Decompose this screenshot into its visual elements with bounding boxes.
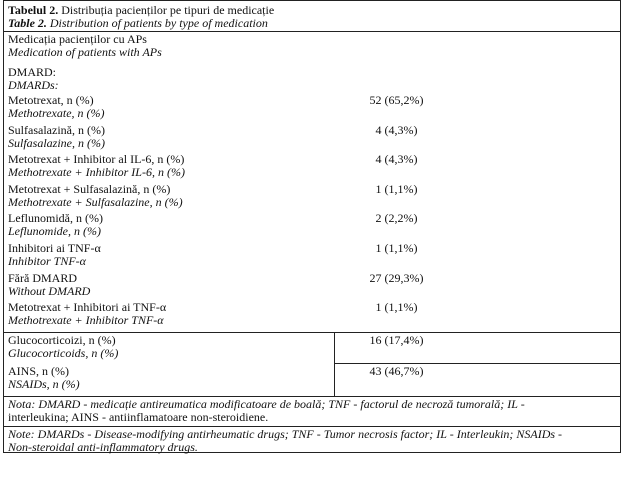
note-ro-line1: Nota: DMARD - medicație antireumatica modificatoare de boală; TNF - factorul de necroză tumorală; IL - — [8, 397, 525, 411]
row-label-ro: Sulfasalazină, n (%) — [8, 122, 105, 137]
row-value: 43 (46,7%) — [369, 364, 424, 378]
row-label-en: Leflunomide, n (%) — [8, 224, 101, 239]
row-label-ro: Leflunomidă, n (%) — [8, 211, 103, 226]
row-label-ro: Metotrexat + Inhibitor al IL-6, n (%) — [8, 152, 185, 167]
row-label-en: Methotrexate + Inhibitor TNF-α — [8, 313, 164, 328]
row-label-ro: Glucocorticoizi, n (%) — [8, 333, 116, 347]
row-label-ro: AINS, n (%) — [8, 364, 69, 378]
caption-en — [8, 17, 268, 30]
row-value: 4 (4,3%) — [375, 122, 418, 137]
row-value: 27 (29,3%) — [369, 270, 424, 285]
row-label-en: Sulfasalazine, n (%) — [8, 135, 105, 150]
row-label-ro: Metotrexat, n (%) — [8, 93, 94, 107]
row-value: 1 (1,1%) — [375, 181, 418, 196]
row-label-ro: Metotrexat + Sulfasalazină, n (%) — [8, 181, 171, 196]
caption-en-text: Distribution of patients by type of medication — [46, 16, 268, 30]
note-en-line1: Note: DMARDs - Disease-modifying antirheumatic drugs; TNF - Tumor necrosis factor; IL - Interleukin; NSAIDs - — [8, 427, 563, 441]
row-label-ro: Fără DMARD — [8, 270, 77, 285]
row-label-en: Without DMARD — [8, 283, 91, 298]
caption-ro-text: Distribuția pacienților pe tipuri de medicație — [58, 3, 275, 17]
row-label-en: Inhibitor TNF-α — [8, 254, 86, 268]
table-document — [3, 0, 621, 453]
note-ro-line2: interleukina; AINS - antiinflamatoare non-steroidiene. — [8, 410, 269, 424]
row-label-en: Methotrexate + Sulfasalazine, n (%) — [8, 194, 183, 209]
caption-ro-label: Tabelul 2. — [8, 3, 59, 17]
row-label-en: NSAIDs, n (%) — [8, 377, 80, 391]
row-label-ro: Inhibitori ai TNF-α — [8, 241, 101, 255]
group-dmard-ro: DMARD: — [8, 65, 57, 79]
row-label-en: Methotrexate + Inhibitor IL-6, n (%) — [8, 165, 185, 180]
row-label-en: Glucocorticoids, n (%) — [8, 346, 119, 360]
row-value: 1 (1,1%) — [375, 300, 418, 315]
row-label-ro: Metotrexat + Inhibitori ai TNF-α — [8, 300, 167, 315]
row-value: 4 (4,3%) — [375, 152, 418, 167]
row-value: 2 (2,2%) — [375, 211, 418, 226]
group-dmard-en: DMARDs: — [8, 78, 59, 92]
row-value: 1 (1,1%) — [375, 241, 418, 255]
note-en-line2: Non-steroidal anti-inflammatory drugs. — [8, 440, 198, 454]
caption-en-label: Table 2. — [8, 16, 47, 30]
table-caption — [4, 3, 620, 31]
row-value: 16 (17,4%) — [369, 333, 424, 347]
row-label-en: Methotrexate, n (%) — [8, 106, 105, 120]
header-ro: Medicația pacienților cu APs — [8, 32, 147, 46]
row-value: 52 (65,2%) — [369, 93, 424, 107]
header-en: Medication of patients with APs — [8, 45, 162, 59]
